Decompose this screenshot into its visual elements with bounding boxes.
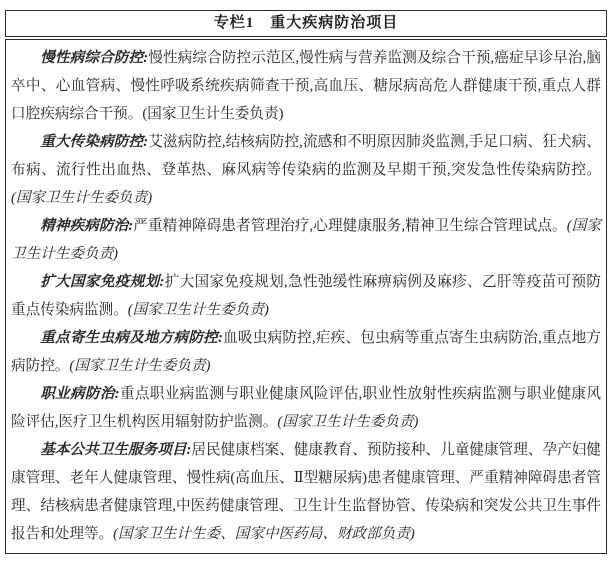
paragraph-mental-illness	[11, 212, 601, 268]
attribution: (国家卫生计生委负责)	[11, 218, 601, 262]
paragraph-label: 职业病防治:	[40, 386, 120, 402]
paragraph-label: 重大传染病防控:	[40, 134, 149, 150]
paragraph-label: 基本公共卫生服务项目:	[40, 442, 192, 458]
attribution: (国家卫生计生委负责)	[142, 106, 284, 122]
paragraph-label: 重点寄生虫病及地方病防控:	[40, 330, 223, 346]
box-title: 专栏1 重大疾病防治项目	[5, 10, 607, 37]
paragraph-text: 严重精神障碍患者管理治疗,心理健康服务,精神卫生综合管理试点。	[133, 218, 567, 234]
attribution: (国家卫生计生委负责)	[11, 190, 153, 206]
attribution: (国家卫生计生委负责)	[127, 302, 269, 318]
paragraph-public-health-services	[11, 436, 601, 548]
attribution: (国家卫生计生委负责)	[69, 358, 211, 374]
paragraph-chronic-disease	[11, 44, 601, 128]
paragraph-occupational-disease	[11, 380, 601, 436]
paragraph-text: 重点职业病监测与职业健康风险评估,职业性放射性疾病监测与职业健康风险评估,医疗卫生机构医用辐射防护监测。	[11, 386, 601, 430]
paragraph-label: 精神疾病防治:	[40, 218, 134, 234]
attribution: (国家卫生计生委负责)	[277, 414, 419, 430]
paragraph-immunization	[11, 268, 601, 324]
paragraph-text: 血吸虫病防控,疟疾、包虫病等重点寄生虫病防治,重点地方病防控。	[11, 330, 601, 374]
paragraph-text: 居民健康档案、健康教育、预防接种、儿童健康管理、孕产妇健康管理、老年人健康管理、慢性病(高血压、Ⅱ型糖尿病)患者健康管理、严重精神障碍患者管理、结核病患者健康管理,中医药健康管理、卫生计生监督协管、传染病和突发公共卫生事件报告和处理等。	[11, 442, 601, 542]
paragraph-text: 慢性病综合防控示范区,慢性病与营养监测及综合干预,癌症早诊早治,脑卒中、心血管病、慢性呼吸系统疾病筛查干预,高血压、糖尿病高危人群健康干预,重点人群口腔疾病综合干预。	[11, 50, 601, 122]
paragraph-label: 扩大国家免疫规划:	[40, 274, 165, 290]
paragraph-infectious-disease	[11, 128, 601, 212]
paragraph-label: 慢性病综合防控:	[40, 50, 149, 66]
attribution: (国家卫生计生委、国家中医药局、财政部负责)	[113, 526, 415, 542]
paragraph-text: 扩大国家免疫规划,急性弛缓性麻痹病例及麻疹、乙肝等疫苗可预防重点传染病监测。	[11, 274, 601, 318]
paragraph-text: 艾滋病防控,结核病防控,流感和不明原因肺炎监测,手足口病、狂犬病、布病、流行性出血热、登革热、麻风病等传染病的监测及早期干预,突发急性传染病防控。	[11, 134, 601, 178]
box-body	[5, 39, 607, 554]
paragraph-parasitic-endemic	[11, 324, 601, 380]
column-box	[5, 10, 607, 554]
